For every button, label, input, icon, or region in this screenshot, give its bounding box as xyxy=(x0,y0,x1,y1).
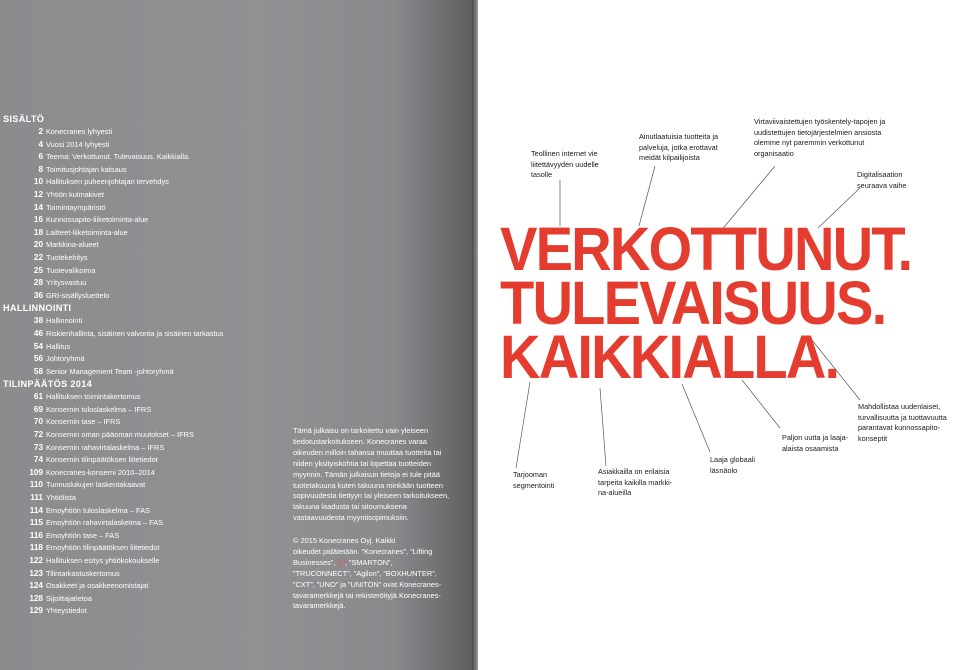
toc-section-title: TILINPÄÄTÖS 2014 xyxy=(3,379,93,390)
toc-entry-label: Tuotekehitys xyxy=(46,252,88,262)
toc-entry[interactable] xyxy=(3,505,303,518)
toc-entry[interactable] xyxy=(3,239,303,252)
annotation-digitalisaation: Digitalisaation seuraava vaihe xyxy=(857,170,907,190)
toc-page-number: 18 xyxy=(33,227,43,237)
toc-page-number: 4 xyxy=(38,139,43,149)
toc-entry-label: GRI-sisällysluettelo xyxy=(46,290,110,300)
toc-entry-label: Yhtiön kulmakivet xyxy=(46,189,104,199)
toc-entry[interactable] xyxy=(3,517,303,530)
toc-entry[interactable] xyxy=(3,593,303,606)
toc-entry-label: Konsernin oman pääoman muutokset – IFRS xyxy=(46,430,194,440)
toc-page-number: 6 xyxy=(38,152,43,162)
toc-entry[interactable] xyxy=(3,492,303,505)
toc-entry-label: Hallituksen esitys yhtiökokoukselle xyxy=(46,556,160,565)
toc-entry[interactable] xyxy=(3,479,303,492)
toc-entry[interactable] xyxy=(3,139,303,152)
toc-entry-label: Teema: Verkottunut. Tulevaisuus. Kaikkialla. xyxy=(46,152,191,162)
table-of-contents xyxy=(3,113,303,618)
toc-entry[interactable] xyxy=(3,252,303,265)
toc-entry[interactable] xyxy=(3,176,303,189)
toc-entry-label: Konsernin tuloslaskelma – IFRS xyxy=(46,404,152,414)
toc-page-number: 72 xyxy=(33,430,43,440)
toc-section-title: HALLINNOINTI xyxy=(3,303,72,314)
toc-entry-label: Emoyhtiön rahavirtalaskelma – FAS xyxy=(46,518,164,528)
toc-page-number: 114 xyxy=(29,505,43,515)
toc-entry-label: Sijoittajatietoa xyxy=(46,593,93,603)
toc-page-number: 110 xyxy=(29,480,43,490)
toc-entry[interactable] xyxy=(3,353,303,366)
toc-entry[interactable] xyxy=(3,580,303,593)
toc-entry-label: Markkina-alueet xyxy=(46,240,99,250)
toc-page-number: 36 xyxy=(33,290,43,300)
toc-entry[interactable] xyxy=(3,429,303,442)
toc-page-number: 73 xyxy=(33,442,43,452)
toc-entry[interactable] xyxy=(3,126,303,139)
annotation-asiakkailla: Asiakkailla on erilaisia tarpeita kaikilla markki-na-alueilla xyxy=(598,467,673,498)
toc-page-number: 129 xyxy=(29,606,43,616)
toc-entry[interactable] xyxy=(3,341,303,354)
toc-page-number: 38 xyxy=(33,316,43,326)
toc-page-number: 54 xyxy=(33,341,43,351)
toc-page-number: 69 xyxy=(33,404,43,414)
toc-entry-label: Toimintaympäristö xyxy=(46,202,106,212)
toc-page-number: 16 xyxy=(33,215,43,225)
copyright-line-2b: ”Lifting Businesses”, xyxy=(293,546,433,567)
toc-entry-label: Konsernin tase – IFRS xyxy=(46,417,121,427)
toc-entry-label: Laitteet-liiketoiminta-alue xyxy=(46,227,128,237)
toc-section-title: SISÄLTÖ xyxy=(3,114,45,124)
toc-entry-label: Yritysvastuu xyxy=(46,278,87,288)
toc-entry[interactable] xyxy=(3,277,303,290)
toc-entry-label: Konsernin rahavirtalaskelma – IFRS xyxy=(46,442,165,452)
toc-entry-label: Vuosi 2014 lyhyesti xyxy=(46,139,110,149)
toc-entry-label: Hallituksen toimintakertomus xyxy=(46,392,141,402)
toc-entry[interactable] xyxy=(3,530,303,543)
toc-page-number: 14 xyxy=(33,202,43,212)
toc-entry-label: Kunnossapito-liiketoiminta-alue xyxy=(46,215,149,225)
toc-entry[interactable] xyxy=(3,366,303,379)
toc-entry[interactable] xyxy=(3,202,303,215)
toc-page-number: 58 xyxy=(33,366,43,376)
toc-entry[interactable] xyxy=(3,568,303,581)
headline-line-3: KAIKKIALLA. xyxy=(500,323,839,391)
toc-entry-label: Yhteystiedot xyxy=(46,606,87,616)
annotation-virtaviivaistettujen: Virtaviivaistettujen työskentely-tapojen ja uudistettujen tietojärjestelmien ansiosta olemme nyt paremmin verkottunut organisaatio xyxy=(754,117,886,158)
toc-page-number: 10 xyxy=(33,177,43,187)
toc-entry-label: Emoyhtiön tase – FAS xyxy=(46,530,120,540)
toc-entry-label: Emoyhtiön tilinpäätöksen liitetiedot xyxy=(46,543,160,553)
toc-page-number: 116 xyxy=(29,530,43,540)
toc-page-number: 111 xyxy=(30,493,43,503)
toc-entry-label: Senior Management Team -johtoryhmä xyxy=(46,366,174,376)
toc-entry-label: Hallituksen puheenjohtajan tervehdys xyxy=(46,177,169,187)
toc-page-number: 28 xyxy=(33,278,43,288)
toc-page-number: 25 xyxy=(33,265,43,275)
toc-page-number: 61 xyxy=(33,392,43,402)
annotation-laaja: Laaja globaali läsnäolo xyxy=(710,455,756,475)
toc-page-number: 122 xyxy=(29,556,43,565)
toc-entry[interactable] xyxy=(3,189,303,202)
toc-entry-label: Osakkeet ja osakkeenomistajat xyxy=(46,581,149,591)
annotation-paljon: Paljon uutta ja laaja-alaista osaamista xyxy=(782,433,849,453)
copyright-line-1: © 2015 Konecranes Oyj. Kaikki xyxy=(293,536,396,545)
toc-page-number: 109 xyxy=(29,467,43,477)
annotation-ainutlaatuisia: Ainutlaatuisia tuotteita ja palveluja, jotka erottavat meidät kilpailijoista xyxy=(639,132,719,163)
toc-page-number: 20 xyxy=(33,240,43,250)
toc-entry[interactable] xyxy=(3,151,303,164)
toc-entry-label: Konsernin tilinpäätöksen liitetiedot xyxy=(46,455,158,465)
toc-entry[interactable] xyxy=(3,265,303,278)
copyright-line-2a: oikeudet pidätetään. ”Konecranes”, xyxy=(293,546,409,556)
toc-entry[interactable] xyxy=(3,214,303,227)
toc-entry[interactable] xyxy=(3,416,303,429)
toc-entry-label: Toimitusjohtajan katsaus xyxy=(46,164,127,174)
toc-page-number: 8 xyxy=(38,164,43,174)
toc-page-number: 115 xyxy=(29,518,43,528)
toc-page-number: 123 xyxy=(29,568,43,578)
toc-entry[interactable] xyxy=(3,391,303,404)
toc-page-number: 56 xyxy=(33,354,43,364)
toc-page-number: 46 xyxy=(33,328,43,338)
toc-entry[interactable] xyxy=(3,164,303,177)
toc-entry[interactable] xyxy=(3,467,303,480)
toc-entry[interactable] xyxy=(3,454,303,467)
toc-entry-label: Emoyhtiön tuloslaskelma – FAS xyxy=(46,505,150,515)
copyright-line-2c: , ”SMARTON”, ”TRUCONNECT”, ”Agilon”, ”BOXHUNTER”, ”CXT”, ”UNO” ja ”UNITON” ovat Konecranes-tavaramerkkejä tai rekisteröityjä Konecranes-tavaramerkkejä. xyxy=(293,557,442,611)
toc-entry[interactable] xyxy=(3,555,303,568)
toc-page-number: 74 xyxy=(33,455,43,465)
toc-entry-label: Konecranes-konserni 2010–2014 xyxy=(46,467,155,477)
toc-entry[interactable] xyxy=(3,315,303,328)
toc-page-number: 118 xyxy=(29,543,43,553)
toc-page-number: 22 xyxy=(33,252,43,262)
toc-entry-label: Riskienhallinta, sisäinen valvonta ja sisäinen tarkastus xyxy=(46,328,224,338)
toc-page-number: 12 xyxy=(33,189,43,199)
toc-entry-label: Hallinnointi xyxy=(46,316,83,326)
toc-entry-label: Hallitus xyxy=(46,341,71,351)
registered-mark-icon: 🄺 xyxy=(337,557,345,567)
toc-entry-label: Tunnuslukujen laskentakaavat xyxy=(46,480,146,490)
toc-entry[interactable] xyxy=(3,227,303,240)
annotation-tarjooman: Tarjooman segmentointi xyxy=(513,470,555,490)
toc-entry[interactable] xyxy=(3,605,303,618)
annotation-mahdollistaa: Mahdollistaa uudenlaiset, turvallisuutta ja tuottavuutta parantavat kunnossapito-konseptit xyxy=(858,402,947,443)
headline-line-2: TULEVAISUUS. xyxy=(500,269,886,337)
toc-entry[interactable] xyxy=(3,542,303,555)
toc-page-number: 2 xyxy=(38,127,43,136)
toc-entry[interactable] xyxy=(3,290,303,303)
toc-entry[interactable] xyxy=(3,442,303,455)
copyright-text xyxy=(293,536,453,612)
annotation-teollinen: Teollinen internet vie liitettävyyden uudelle tasolle xyxy=(531,149,599,180)
disclaimer-text: Tämä julkaisu on tarkoitettu vain yleiseen tiedotustarkoitukseen. Konecranes varaa oikeuden milloin tahansa muuttaa tuotteita tai niiden yksityiskohtia tai lopettaa tuotteiden myynnin. Tämän julkaisun tietoja ei tule pitää tuotetakuuna kuten takuuna minkään tuotteen sopivuudesta tiettyyn tai yleiseen tarkoitukseen, takuuna laadusta tai sitoumuksena vastaavuudesta myyntisopimuksiin. xyxy=(293,426,450,523)
toc-entry[interactable] xyxy=(3,404,303,417)
toc-entry-label: Johtoryhmä xyxy=(46,354,85,364)
toc-entry[interactable] xyxy=(3,328,303,341)
headline-line-1: VERKOTTUNUT. xyxy=(500,215,912,283)
toc-page-number: 124 xyxy=(29,581,43,591)
toc-page-number: 70 xyxy=(33,417,43,427)
toc-entry-label: Tuotevalikoima xyxy=(46,265,96,275)
toc-page-number: 128 xyxy=(29,593,43,603)
headline xyxy=(500,215,912,391)
toc-entry-label: Yhtiölista xyxy=(46,493,76,503)
toc-entry-label: Tilintarkastuskertomus xyxy=(46,568,120,578)
toc-entry-label: Konecranes lyhyesti xyxy=(46,127,113,136)
